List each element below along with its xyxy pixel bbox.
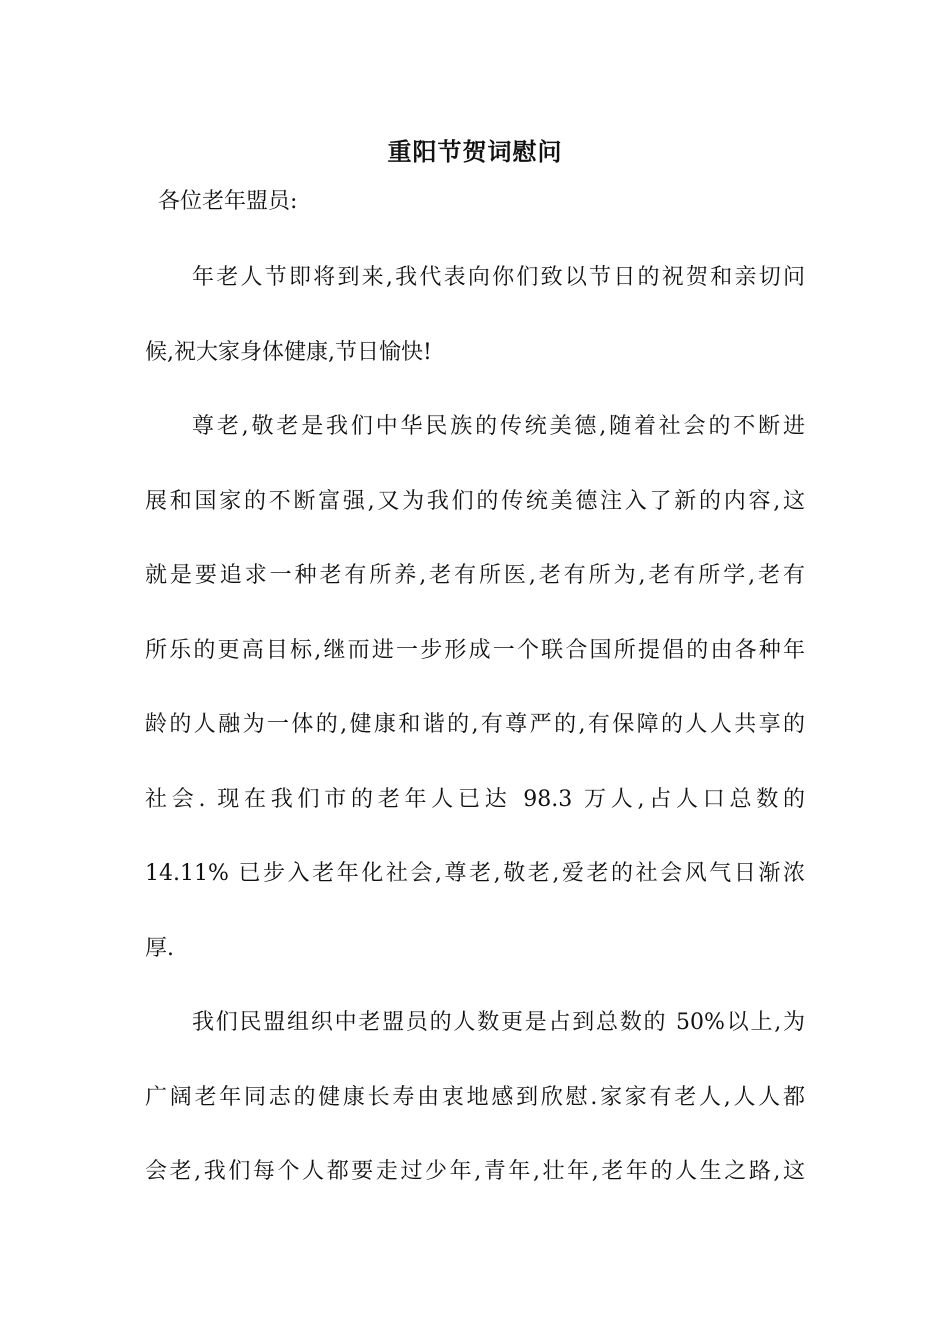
document-body — [145, 254, 805, 1223]
paragraph-line: 尊老,敬老是我们中华民族的传统美德,随着社会的不断进 — [192, 414, 805, 439]
paragraph-line: 候,祝大家身体健康,节日愉快! — [145, 339, 432, 365]
paragraph-line: 就是要追求一种老有所养,老有所医,老有所为,老有所学,老有 — [145, 563, 805, 588]
salutation: 各位老年盟员: — [158, 189, 298, 214]
paragraph-line: 社会. 现在我们市的老年人已达 98.3 万人,占人口总数的 — [145, 786, 805, 812]
paragraph-line: 14.11% 已步入老年化社会,尊老,敬老,爱老的社会风气日渐浓 — [145, 861, 805, 886]
paragraph-line: 厚. — [145, 935, 174, 961]
paragraph-line: 我们民盟组织中老盟员的人数更是占到总数的 50%以上,为 — [192, 1010, 805, 1035]
paragraph-line: 年老人节即将到来,我代表向你们致以节日的祝贺和亲切问 — [192, 265, 805, 290]
paragraph-line: 所乐的更高目标,继而进一步形成一个联合国所提倡的由各种年 — [145, 637, 805, 663]
paragraph-line: 会老,我们每个人都要走过少年,青年,壮年,老年的人生之路,这 — [145, 1159, 805, 1184]
paragraph-line: 龄的人融为一体的,健康和谐的,有尊严的,有保障的人人共享的 — [145, 712, 805, 737]
document-title: 重阳节贺词慰问 — [387, 137, 563, 166]
paragraph-line: 广阔老年同志的健康长寿由衷地感到欣慰.家家有老人,人人都 — [145, 1084, 805, 1110]
paragraph-line: 展和国家的不断富强,又为我们的传统美德注入了新的内容,这 — [145, 488, 805, 514]
